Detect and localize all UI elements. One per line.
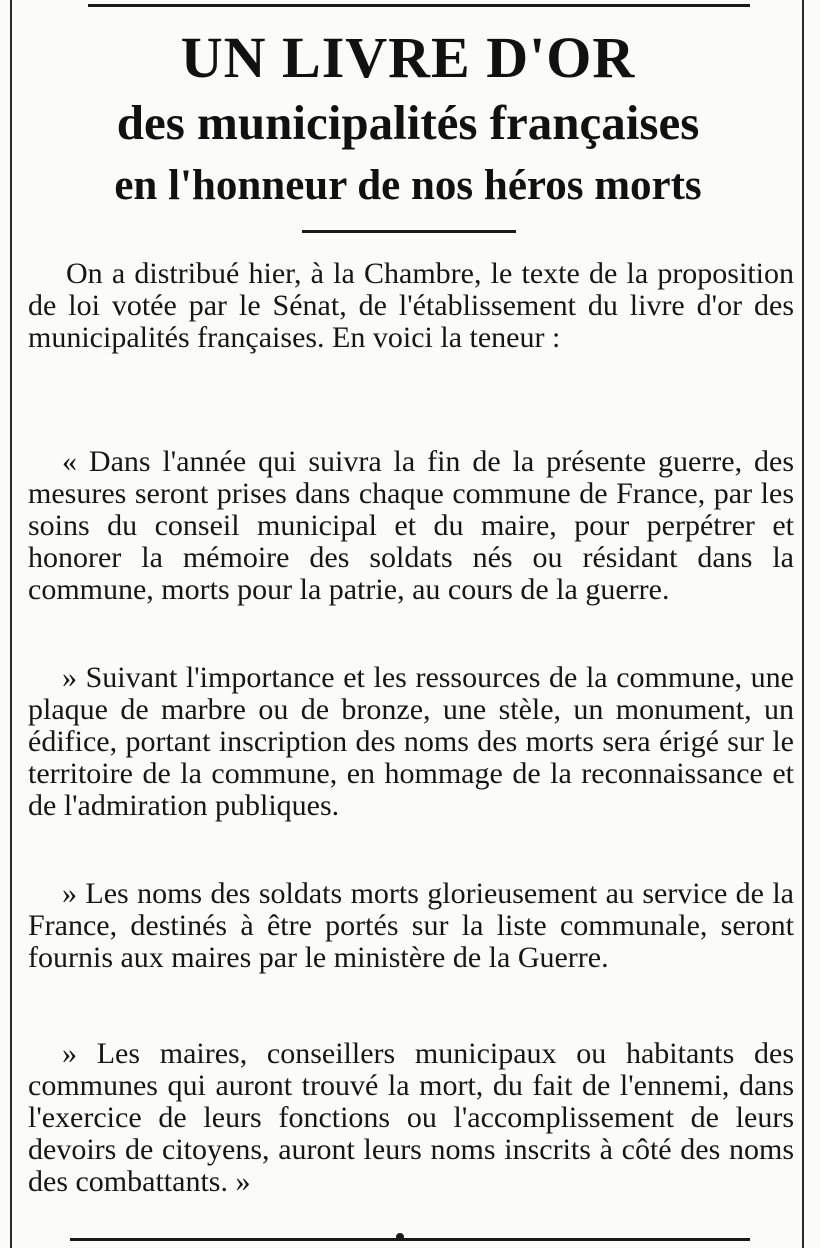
headline-subtitle: des municipalités françaises — [116, 95, 700, 150]
left-column-rule — [10, 0, 12, 1248]
right-column-rule — [802, 0, 804, 1248]
headline-subtitle-second: en l'honneur de nos héros morts — [114, 162, 702, 209]
article-paragraph-quote-2: » Suivant l'importance et les ressources de la commune, une plaque de marbre ou de bronze, une stèle, un monument, un édifice, portant inscription des noms des morts sera érigé sur le territoire de la commune, en hommage de la reconnaissance et de l'admiration publiques. — [28, 661, 794, 822]
bottom-rule-ornament — [396, 1233, 404, 1241]
article-paragraph-quote-4: » Les maires, conseillers municipaux ou habitants des communes qui auront trouvé la mort, du fait de l'ennemi, dans l'exercice de leurs fonctions ou l'accomplissement de leurs devoirs de citoyens, auront leurs noms inscrits à côté des noms des combattants. » — [28, 1037, 794, 1198]
article-paragraph-quote-1: « Dans l'année qui suivra la fin de la présente guerre, des mesures seront prises dans chaque commune de France, par les soins du conseil municipal et du maire, pour perpétrer et honorer la mémoire des soldats nés ou résidant dans la commune, morts pour la patrie, au cours de la guerre. — [28, 445, 794, 606]
headline-title: UN LIVRE D'OR — [180, 25, 636, 90]
top-rule — [88, 4, 750, 7]
article-paragraph-intro: On a distribué hier, à la Chambre, le texte de la proposition de loi votée par le Sénat, de l'établissement du livre d'or des municipalités françaises. En voici la teneur : — [28, 257, 794, 354]
bottom-rule — [70, 1238, 750, 1241]
article-paragraph-quote-3: » Les noms des soldats morts glorieusement au service de la France, destinés à être portés sur la liste communale, seront fournis aux maires par le ministère de la Guerre. — [28, 877, 794, 974]
headline-separator-rule — [302, 230, 516, 233]
